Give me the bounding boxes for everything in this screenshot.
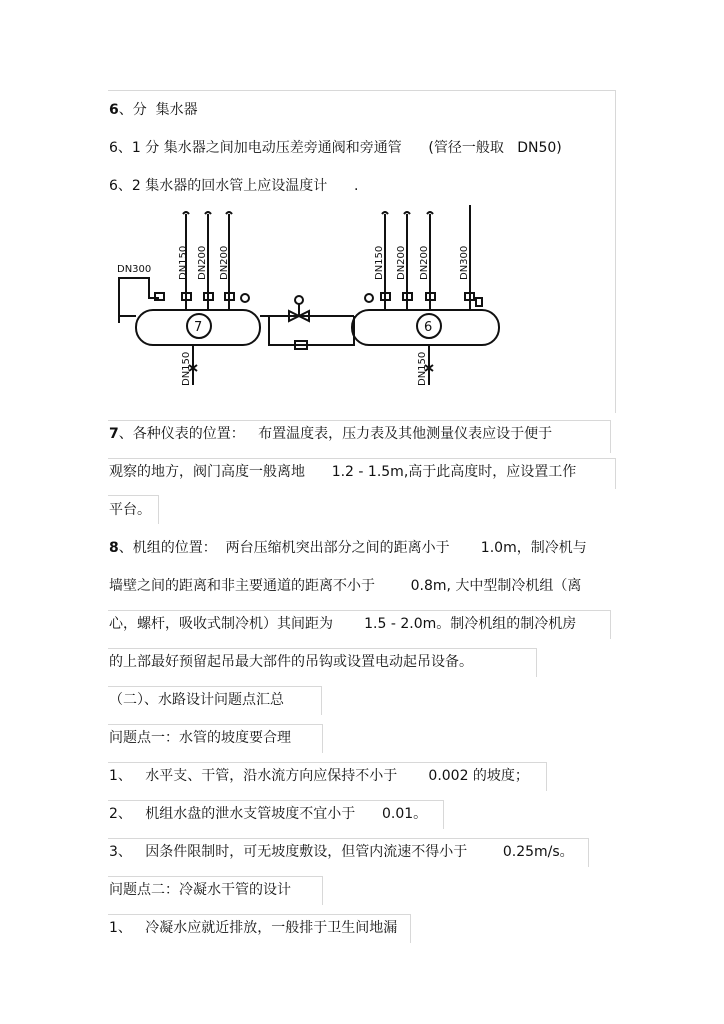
problem2-item1: 1、 冷凝水应就近排放，一般排于卫生间地漏 bbox=[109, 920, 398, 936]
header-diagram bbox=[109, 200, 615, 412]
left-unit-number: 7 bbox=[194, 320, 203, 335]
section7-line2: 观察的地方，阀门高度一般离地 1.2 - 1.5m,高于此高度时，应设置工作 bbox=[109, 464, 577, 480]
section8-text1: 、机组的位置： 两台压缩机突出部分之间的距离小于 1.0m，制冷机与 bbox=[118, 540, 587, 556]
problem1-item3: 3、 因条件限制时，可无坡度敷设，但管内流速不得小于 0.25m/s。 bbox=[109, 844, 574, 860]
right-pipe-label-1: DN150 bbox=[374, 245, 385, 280]
left-pipe-label-3: DN200 bbox=[219, 245, 230, 280]
section6-line1: 6、1 分 集水器之间加电动压差旁通阀和旁通管 (管径一般取 DN50) bbox=[109, 140, 562, 156]
section8-line2: 墙壁之间的距离和非主要通道的距离不小于 0.8m, 大中型制冷机组（离 bbox=[109, 578, 582, 594]
section7-line1 bbox=[109, 424, 552, 444]
section8-number: 8 bbox=[109, 540, 119, 556]
section6-number: 6 bbox=[109, 102, 119, 118]
right-unit-number: 6 bbox=[424, 320, 433, 335]
problem1-title: 问题点一：水管的坡度要合理 bbox=[109, 730, 291, 746]
right-bottom-label: DN150 bbox=[417, 351, 428, 386]
left-pipe-label-2: DN200 bbox=[197, 245, 208, 280]
problem2-title: 问题点二：冷凝水干管的设计 bbox=[109, 882, 291, 898]
section6-title-text: 、分 集水器 bbox=[118, 102, 198, 118]
section8-line3: 心，螺杆，吸收式制冷机）其间距为 1.5 - 2.0m。制冷机组的制冷机房 bbox=[109, 616, 577, 632]
left-bottom-label: DN150 bbox=[181, 351, 192, 386]
water-heading: （二）、水路设计问题点汇总 bbox=[109, 692, 284, 708]
section7-number: 7 bbox=[109, 426, 119, 442]
section8-line1 bbox=[109, 538, 587, 558]
section6-line2: 6、2 集水器的回水管上应设温度计 . bbox=[109, 178, 359, 194]
section7-line3: 平台。 bbox=[109, 502, 151, 518]
left-pipe-label-1: DN150 bbox=[178, 245, 189, 280]
section8-line4: 的上部最好预留起吊最大部件的吊钩或设置电动起吊设备。 bbox=[109, 654, 473, 670]
problem1-item2: 2、 机组水盘的泄水支管坡度不宜小于 0.01。 bbox=[109, 806, 428, 822]
left-inlet-label: DN300 bbox=[117, 264, 152, 275]
section6-title bbox=[109, 100, 198, 120]
problem1-item1: 1、 水平支、干管，沿水流方向应保持不小于 0.002 的坡度； bbox=[109, 768, 529, 784]
right-pipe-label-2: DN200 bbox=[396, 245, 407, 280]
right-pipe-label-3: DN200 bbox=[419, 245, 430, 280]
section7-text1: 、各种仪表的位置： 布置温度表，压力表及其他测量仪表应设于便于 bbox=[118, 426, 553, 442]
right-pipe-label-4: DN300 bbox=[459, 245, 470, 280]
